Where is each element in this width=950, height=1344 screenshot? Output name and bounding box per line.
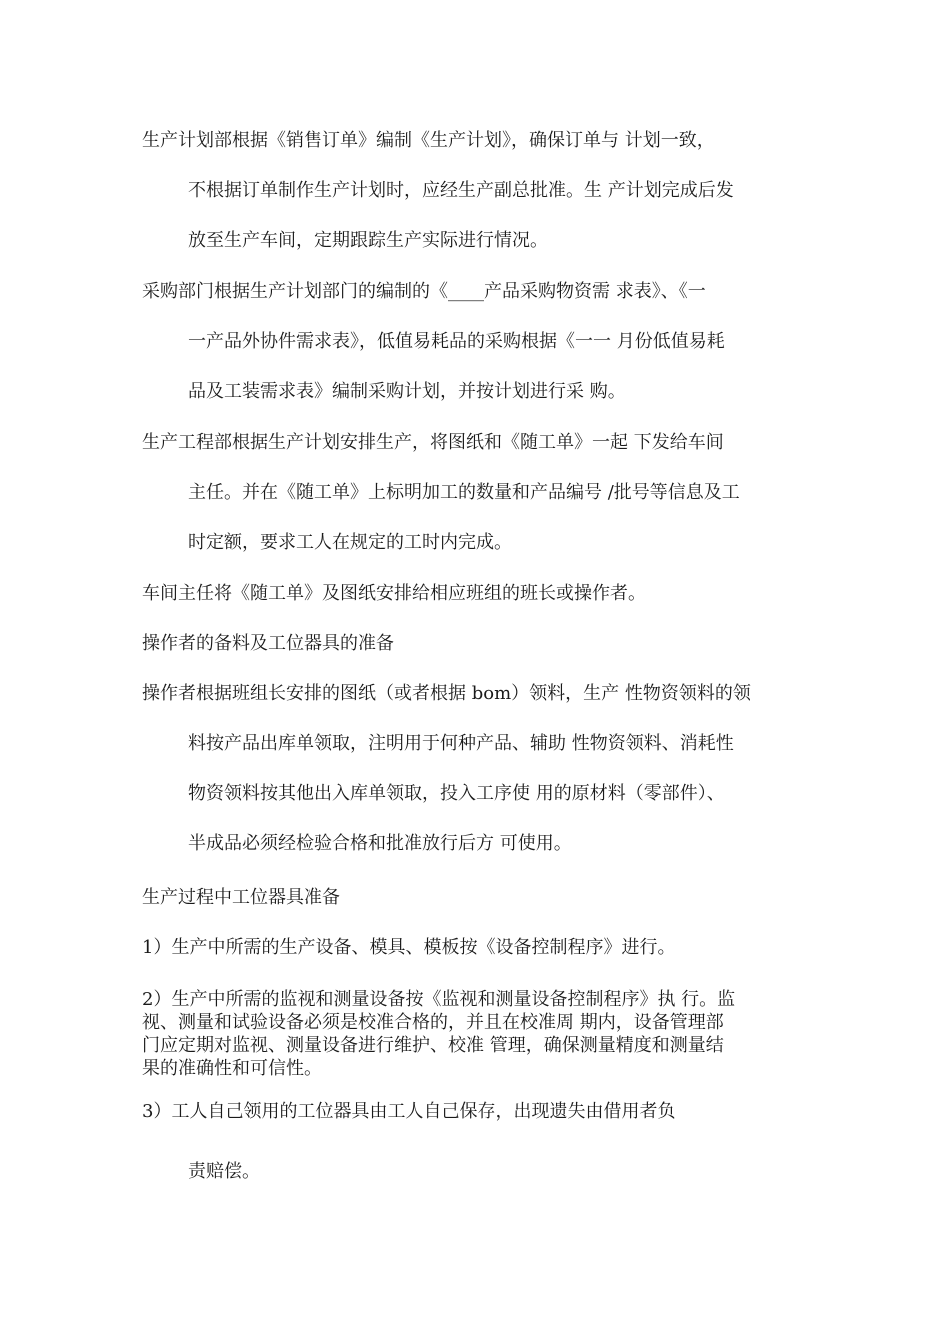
text-line: 门应定期对监视、测量设备进行维护、校准 管理，确保测量精度和测量结 [142, 1035, 724, 1056]
text-line: 2）生产中所需的监视和测量设备按《监视和测量设备控制程序》执 行。监 [142, 989, 736, 1010]
text-line: 果的准确性和可信性。 [142, 1058, 322, 1079]
text-line: 料按产品出库单领取，注明用于何种产品、辅助 性物资领料、消耗性 [188, 733, 734, 754]
text-line: 3）工人自己领用的工位器具由工人自己保存，出现遗失由借用者负 [142, 1101, 676, 1122]
text-line: 生产计划部根据《销售订单》编制《生产计划》，确保订单与 计划一致， [142, 130, 715, 151]
text-line: 生产工程部根据生产计划安排生产，将图纸和《随工单》一起 下发给车间 [142, 432, 724, 453]
text-line: 操作者的备料及工位器具的准备 [142, 633, 394, 654]
paragraph-workshop-director [142, 569, 820, 619]
text-line: 1）生产中所需的生产设备、模具、模板按《设备控制程序》进行。 [142, 937, 676, 958]
heading-material-preparation [142, 619, 820, 669]
text-line: 主任。并在《随工单》上标明加工的数量和产品编号 /批号等信息及工 [188, 482, 740, 503]
paragraph-material-requisition [142, 669, 820, 869]
text-line: 时定额，要求工人在规定的工时内完成。 [188, 532, 512, 553]
text-line: 品及工装需求表》编制采购计划，并按计划进行采 购。 [188, 381, 626, 402]
text-line: 半成品必须经检验合格和批准放行后方 可使用。 [188, 833, 572, 854]
text-line: 操作者根据班组长安排的图纸（或者根据 bom）领料，生产 性物资领料的领 [142, 683, 751, 704]
text-line: 放至生产车间，定期跟踪生产实际进行情况。 [188, 230, 548, 251]
list-item-3 [142, 1087, 820, 1197]
list-item-2 [142, 988, 820, 1080]
paragraph-production-plan [142, 116, 820, 266]
paragraph-engineering [142, 418, 820, 568]
text-line: 一产品外协件需求表》，低值易耗品的采购根据《一一 月份低值易耗 [188, 331, 725, 352]
heading-tooling-preparation [142, 873, 820, 923]
paragraph-purchasing [142, 267, 820, 417]
text-line: 生产过程中工位器具准备 [142, 887, 340, 908]
list-item-1 [142, 923, 820, 973]
text-line: 不根据订单制作生产计划时，应经生产副总批准。生 产计划完成后发 [188, 180, 734, 201]
text-line: 车间主任将《随工单》及图纸安排给相应班组的班长或操作者。 [142, 583, 646, 604]
text-line: 物资领料按其他出入库单领取，投入工序使 用的原材料（零部件）、 [188, 783, 725, 804]
text-line: 采购部门根据生产计划部门的编制的《____产品采购物资需 求表》、《一 [142, 281, 706, 302]
text-line: 责赔偿。 [188, 1161, 260, 1182]
text-line: 视、测量和试验设备必须是校准合格的，并且在校准周 期内，设备管理部 [142, 1012, 724, 1033]
